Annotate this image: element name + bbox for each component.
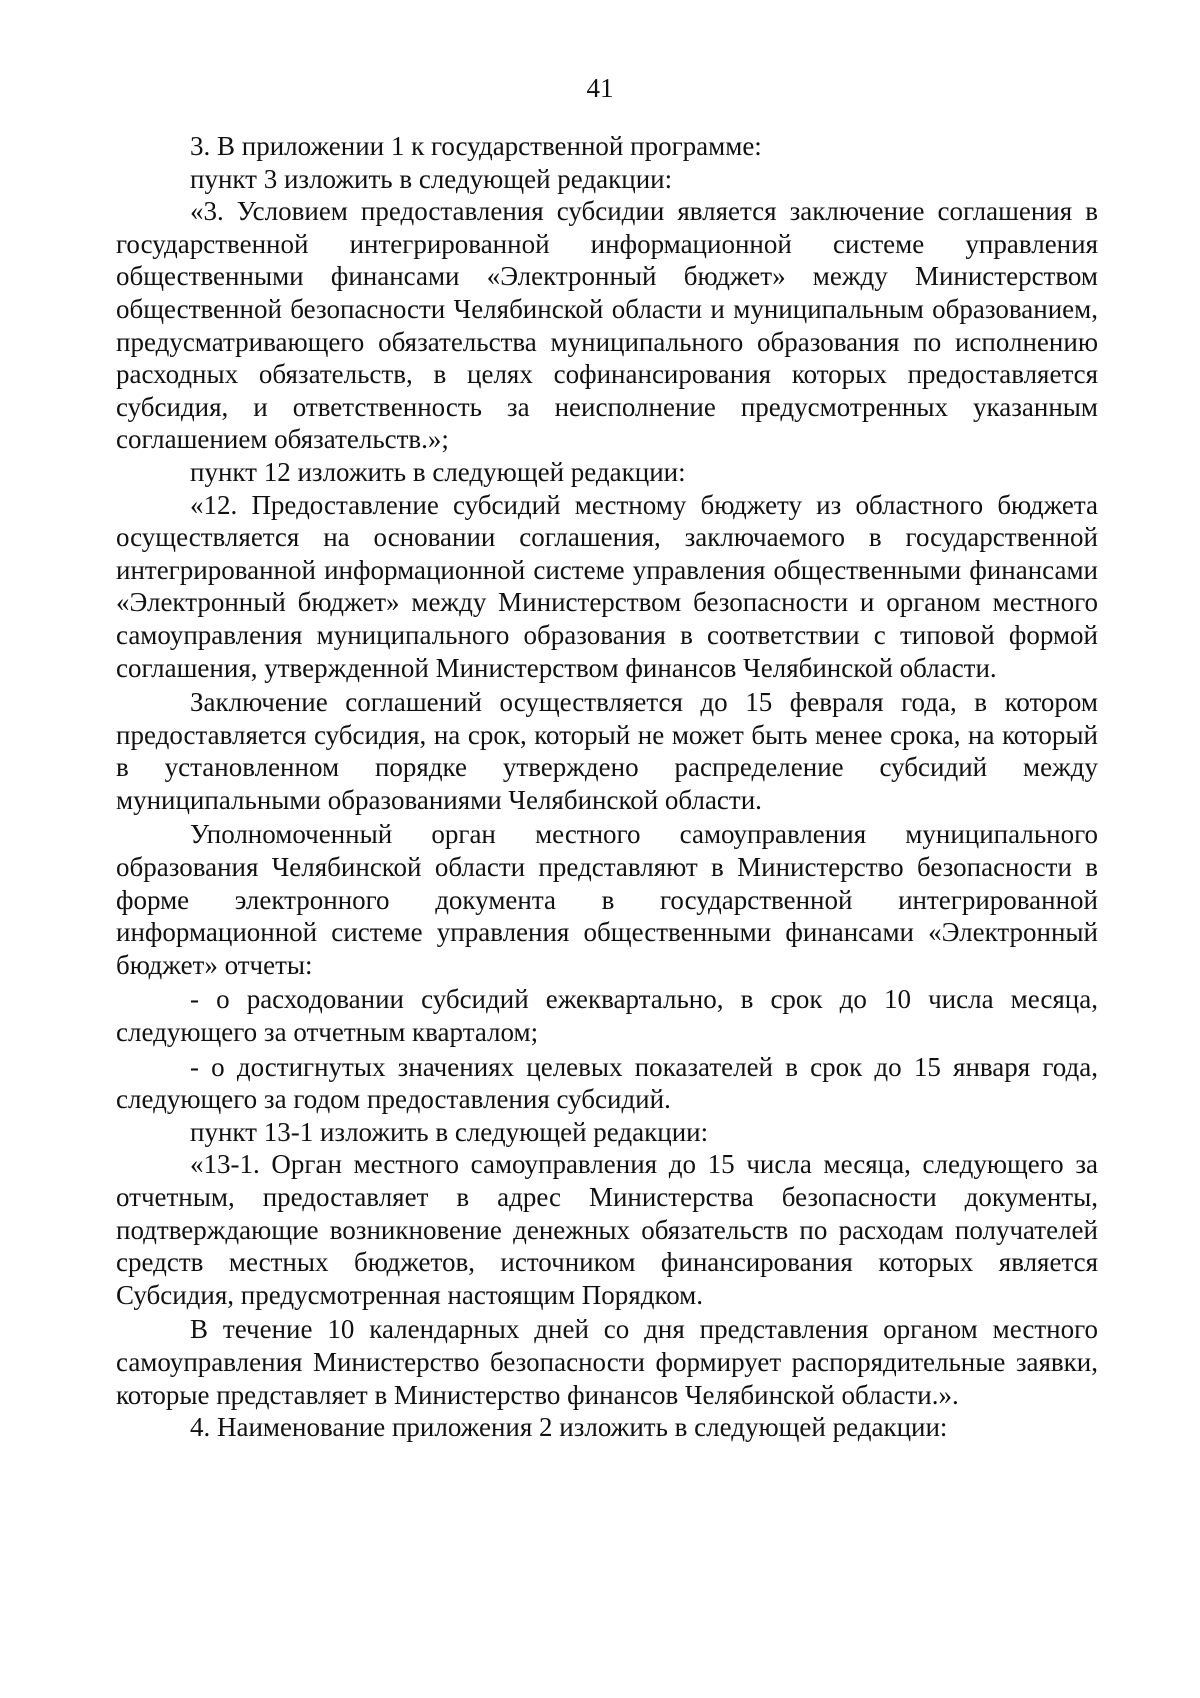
paragraph-point-13-1-text: «13-1. Орган местного самоуправления до 15 числа месяца, следующего за отчетным, предоставляет в адрес Министерства безопасности документы, подтверждающие возникновение денежных обязательств по расходам получателей средств местных бюджетов, источником финансирования которых является Субсидия, предусмотренная настоящим Порядком. xyxy=(116,1149,1098,1310)
paragraph-point-3-text: «3. Условием предоставления субсидии является заключение соглашения в государственной интегрированной информационной системе управления общественными финансами «Электронный бюджет» между Министерством общественной безопасности Челябинской области и муниципальным образованием, предусматривающего обязательства муниципального образования по исполнению расходных обязательств, в целях софинансирования которых предоставляется субсидия, и ответственность за неисполнение предусмотренных указанным соглашением обязательств.»; xyxy=(116,196,1098,455)
paragraph-reports: Уполномоченный орган местного самоуправления муниципального образования Челябинской области представляют в Министерство безопасности в форме электронного документа в государственной интегрированной информационной системе управления общественными финансами «Электронный бюджет» отчеты: xyxy=(116,819,1098,980)
paragraph-appendix-1-heading: 3. В приложении 1 к государственной программе: xyxy=(190,131,762,161)
paragraph-payment-requests: В течение 10 календарных дней со дня представления органом местного самоуправления Министерство безопасности формирует распорядительные заявки, которые представляет в Министерство финансов Челябинской области.». xyxy=(116,1314,1098,1410)
paragraph-point-12-intro: пункт 12 изложить в следующей редакции: xyxy=(190,456,686,487)
paragraph-appendix-2-heading: 4. Наименование приложения 2 изложить в следующей редакции: xyxy=(190,1412,948,1443)
paragraph-agreement-deadline: Заключение соглашений осуществляется до 15 февраля года, в котором предоставляется субсидия, на срок, который не может быть менее срока, на который в установленном порядке утверждено распределение субсидий между муниципальными образованиями Челябинской области. xyxy=(116,687,1098,815)
paragraph-point-12-text: «12. Предоставление субсидий местному бюджету из областного бюджета осуществляется на основании соглашения, заключаемого в государственной интегрированной информационной системе управления общественными финансами «Электронный бюджет» между Министерством безопасности и органом местного самоуправления муниципального образования в соответствии с типовой формой соглашения, утвержденной Министерством финансов Челябинской области. xyxy=(116,489,1098,683)
paragraph-point-3-intro: пункт 3 изложить в следующей редакции: xyxy=(190,163,673,194)
page-number: 41 xyxy=(586,73,614,103)
document-body xyxy=(116,130,1098,1444)
paragraph-report-indicators: - о достигнутых значениях целевых показателей в срок до 15 января года, следующего за годом предоставления субсидий. xyxy=(116,1051,1098,1115)
paragraph-point-13-1-intro: пункт 13-1 изложить в следующей редакции: xyxy=(190,1116,709,1147)
paragraph-report-expenditures: - о расходовании субсидий ежеквартально, в срок до 10 числа месяца, следующего за отчетным кварталом; xyxy=(116,984,1098,1048)
